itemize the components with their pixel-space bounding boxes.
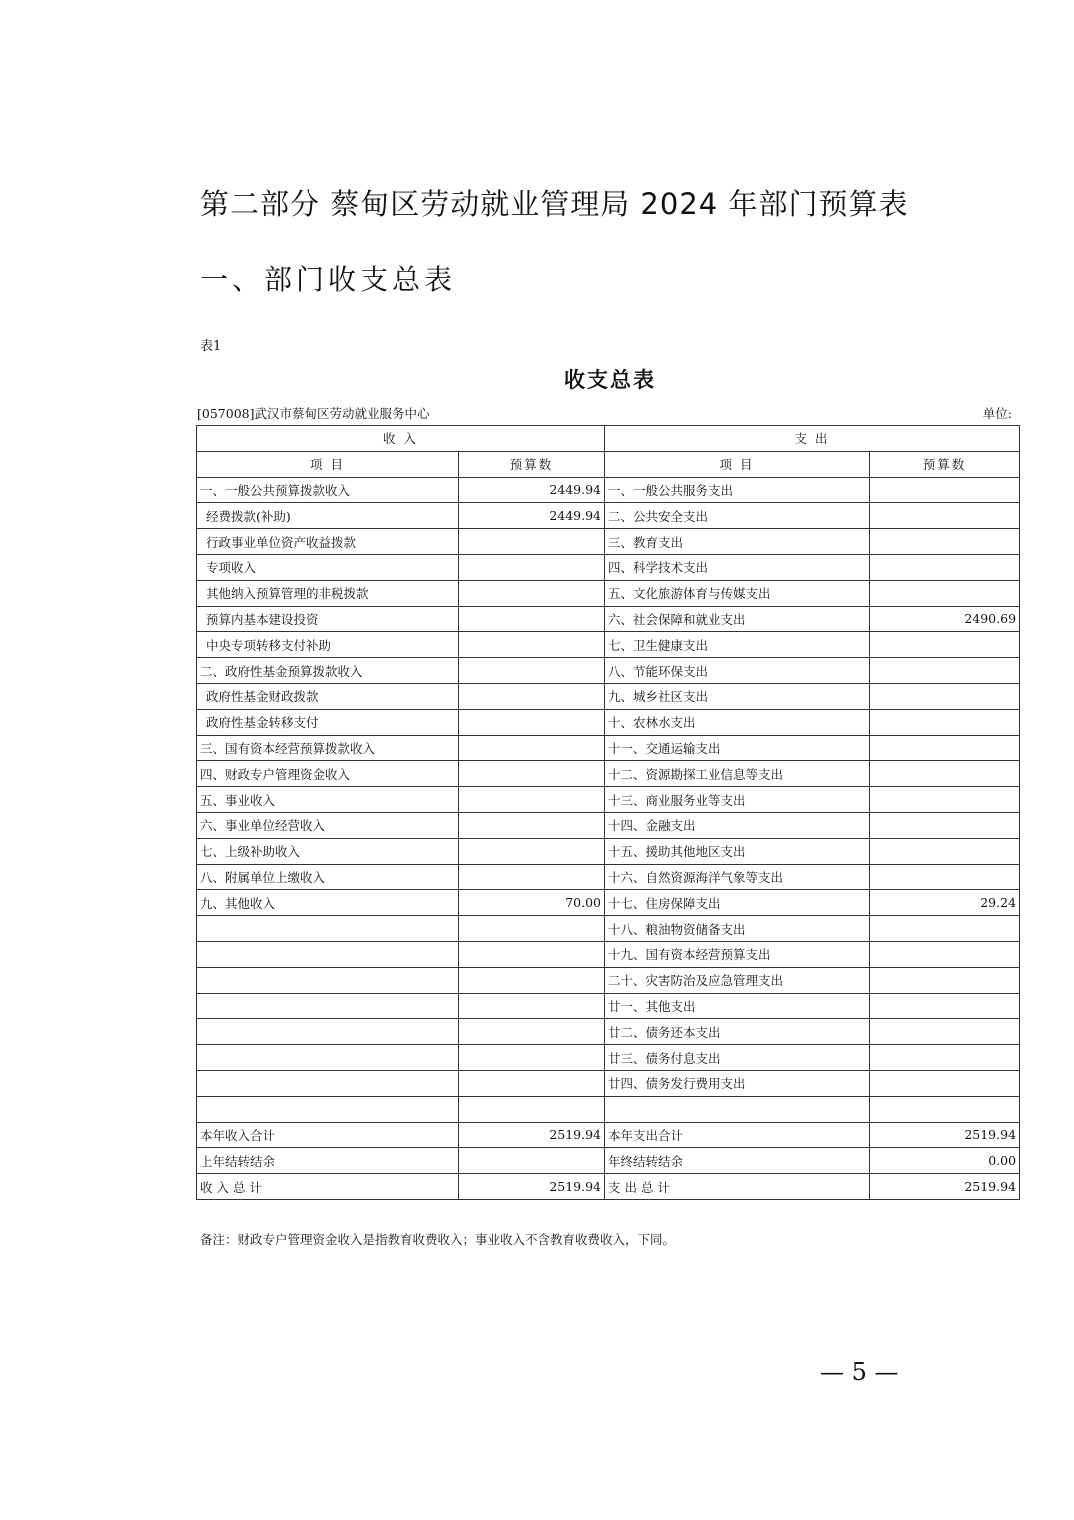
- expense-value-cell: [870, 554, 1020, 580]
- income-item-cell: 收 入 总 计: [197, 1174, 459, 1200]
- expense-value-cell: [870, 787, 1020, 813]
- income-value-cell: [459, 1148, 605, 1174]
- expense-item-cell: 支 出 总 计: [605, 1174, 870, 1200]
- expense-value-cell: [870, 580, 1020, 606]
- expense-value-cell: [870, 1070, 1020, 1096]
- expense-item-cell: 本年支出合计: [605, 1122, 870, 1148]
- income-item-cell: 三、国有资本经营预算拨款收入: [197, 735, 459, 761]
- expense-item-cell: 五、文化旅游体育与传媒支出: [605, 580, 870, 606]
- page-number: — 5 —: [820, 1358, 899, 1386]
- expense-item-cell: 十九、国有资本经营预算支出: [605, 941, 870, 967]
- table-row: [197, 503, 1020, 529]
- expense-value-cell: [870, 864, 1020, 890]
- expense-value-cell: [870, 993, 1020, 1019]
- income-item-cell: 本年收入合计: [197, 1122, 459, 1148]
- table-row: [197, 709, 1020, 735]
- expense-item-cell: 七、卫生健康支出: [605, 632, 870, 658]
- expense-item-cell: 年终结转结余: [605, 1148, 870, 1174]
- expense-value-cell: [870, 503, 1020, 529]
- income-value-cell: [459, 993, 605, 1019]
- expense-value-cell: [870, 1045, 1020, 1071]
- expense-header: 支 出: [605, 426, 1020, 452]
- income-item-cell: 预算内基本建设投资: [197, 606, 459, 632]
- income-item-cell: 二、政府性基金预算拨款收入: [197, 658, 459, 684]
- table-row: [197, 787, 1020, 813]
- income-value-cell: [459, 787, 605, 813]
- table-row: [197, 838, 1020, 864]
- column-header-row: [197, 451, 1020, 477]
- income-value-cell: [459, 529, 605, 555]
- income-value-cell: [459, 1045, 605, 1071]
- unit-name: [057008]武汉市蔡甸区劳动就业服务中心: [197, 406, 430, 421]
- income-value-cell: [459, 761, 605, 787]
- table-row: [197, 1174, 1020, 1200]
- expense-value-cell: [870, 658, 1020, 684]
- income-value-cell: 2449.94: [459, 477, 605, 503]
- page-title: 第二部分 蔡甸区劳动就业管理局 2024 年部门预算表: [200, 187, 909, 221]
- expense-value-cell: [870, 838, 1020, 864]
- income-value-cell: 2519.94: [459, 1122, 605, 1148]
- expense-value-cell: [870, 916, 1020, 942]
- income-value-cell: [459, 838, 605, 864]
- table-row: [197, 1148, 1020, 1174]
- income-value-cell: [459, 864, 605, 890]
- table-meta: [197, 404, 1012, 422]
- budget-table: [196, 425, 1020, 1200]
- income-value-cell: 2449.94: [459, 503, 605, 529]
- expense-item-cell: 十二、资源勘探工业信息等支出: [605, 761, 870, 787]
- expense-value-cell: [870, 1096, 1020, 1122]
- table-row: [197, 683, 1020, 709]
- income-value-cell: [459, 683, 605, 709]
- income-item-cell: [197, 916, 459, 942]
- income-value-cell: [459, 941, 605, 967]
- income-value-cell: [459, 967, 605, 993]
- income-item-cell: 中央专项转移支付补助: [197, 632, 459, 658]
- income-value-cell: 70.00: [459, 890, 605, 916]
- expense-value-cell: [870, 735, 1020, 761]
- expense-item-cell: 十七、住房保障支出: [605, 890, 870, 916]
- table-row: [197, 916, 1020, 942]
- income-item-cell: [197, 941, 459, 967]
- table-row: [197, 632, 1020, 658]
- expense-value-cell: [870, 477, 1020, 503]
- income-item-cell: 专项收入: [197, 554, 459, 580]
- table-row: [197, 580, 1020, 606]
- income-item-cell: [197, 967, 459, 993]
- income-value-cell: [459, 554, 605, 580]
- expense-item-cell: 十六、自然资源海洋气象等支出: [605, 864, 870, 890]
- expense-value-cell: 0.00: [870, 1148, 1020, 1174]
- expense-value-cell: [870, 529, 1020, 555]
- expense-item-cell: 廿四、债务发行费用支出: [605, 1070, 870, 1096]
- income-value-cell: [459, 812, 605, 838]
- expense-item-cell: 二十、灾害防治及应急管理支出: [605, 967, 870, 993]
- expense-item-cell: 三、教育支出: [605, 529, 870, 555]
- table-row: [197, 606, 1020, 632]
- table-row: [197, 864, 1020, 890]
- expense-item-cell: 廿二、债务还本支出: [605, 1019, 870, 1045]
- income-item-header: 项 目: [197, 451, 459, 477]
- income-item-cell: [197, 1045, 459, 1071]
- expense-item-cell: 九、城乡社区支出: [605, 683, 870, 709]
- expense-value-cell: 29.24: [870, 890, 1020, 916]
- table-row: [197, 735, 1020, 761]
- income-item-cell: [197, 1019, 459, 1045]
- income-value-cell: [459, 709, 605, 735]
- expense-item-cell: 八、节能环保支出: [605, 658, 870, 684]
- income-item-cell: 经费拨款(补助): [197, 503, 459, 529]
- income-value-cell: [459, 580, 605, 606]
- table-number: 表1: [200, 339, 222, 354]
- table-row: [197, 1019, 1020, 1045]
- income-item-cell: 八、附属单位上缴收入: [197, 864, 459, 890]
- income-item-cell: 一、一般公共预算拨款收入: [197, 477, 459, 503]
- expense-item-cell: 十五、援助其他地区支出: [605, 838, 870, 864]
- income-value-cell: [459, 916, 605, 942]
- expense-item-cell: 十一、交通运输支出: [605, 735, 870, 761]
- table-row: [197, 529, 1020, 555]
- table-row: [197, 1045, 1020, 1071]
- income-item-cell: 政府性基金转移支付: [197, 709, 459, 735]
- expense-value-cell: [870, 761, 1020, 787]
- income-value-cell: 2519.94: [459, 1174, 605, 1200]
- expense-value-cell: [870, 683, 1020, 709]
- group-header-row: [197, 426, 1020, 452]
- income-item-cell: [197, 1070, 459, 1096]
- table-row: [197, 941, 1020, 967]
- table-row: [197, 1096, 1020, 1122]
- table-row: [197, 1070, 1020, 1096]
- income-item-cell: 行政事业单位资产收益拨款: [197, 529, 459, 555]
- table-row: [197, 890, 1020, 916]
- table-title: 收支总表: [564, 367, 656, 392]
- expense-value-cell: 2519.94: [870, 1122, 1020, 1148]
- income-value-cell: [459, 1096, 605, 1122]
- expense-value-cell: [870, 632, 1020, 658]
- table-row: [197, 554, 1020, 580]
- income-item-cell: [197, 1096, 459, 1122]
- table-row: [197, 477, 1020, 503]
- table-row: [197, 812, 1020, 838]
- section-title: 一、部门收支总表: [200, 263, 457, 296]
- income-item-cell: 九、其他收入: [197, 890, 459, 916]
- table-row: [197, 658, 1020, 684]
- income-item-cell: 四、财政专户管理资金收入: [197, 761, 459, 787]
- table-row: [197, 1122, 1020, 1148]
- income-value-cell: [459, 1019, 605, 1045]
- expense-item-cell: 十四、金融支出: [605, 812, 870, 838]
- income-item-cell: 六、事业单位经营收入: [197, 812, 459, 838]
- expense-item-header: 项 目: [605, 451, 870, 477]
- expense-item-cell: 六、社会保障和就业支出: [605, 606, 870, 632]
- income-value-cell: [459, 735, 605, 761]
- expense-item-cell: 十三、商业服务业等支出: [605, 787, 870, 813]
- income-value-cell: [459, 632, 605, 658]
- expense-value-cell: 2519.94: [870, 1174, 1020, 1200]
- expense-value-cell: [870, 967, 1020, 993]
- expense-item-cell: 十、农林水支出: [605, 709, 870, 735]
- expense-budget-header: 预算数: [870, 451, 1020, 477]
- income-item-cell: 其他纳入预算管理的非税拨款: [197, 580, 459, 606]
- unit-label: 单位:: [982, 406, 1012, 421]
- expense-item-cell: 四、科学技术支出: [605, 554, 870, 580]
- expense-value-cell: [870, 941, 1020, 967]
- income-item-cell: 政府性基金财政拨款: [197, 683, 459, 709]
- income-budget-header: 预算数: [459, 451, 605, 477]
- expense-item-cell: 一、一般公共服务支出: [605, 477, 870, 503]
- expense-item-cell: 十八、粮油物资储备支出: [605, 916, 870, 942]
- expense-value-cell: [870, 709, 1020, 735]
- income-header: 收 入: [197, 426, 605, 452]
- expense-value-cell: [870, 812, 1020, 838]
- income-item-cell: 上年结转结余: [197, 1148, 459, 1174]
- expense-value-cell: 2490.69: [870, 606, 1020, 632]
- income-value-cell: [459, 658, 605, 684]
- table-row: [197, 993, 1020, 1019]
- expense-item-cell: 廿一、其他支出: [605, 993, 870, 1019]
- income-item-cell: [197, 993, 459, 1019]
- table-row: [197, 761, 1020, 787]
- expense-item-cell: 二、公共安全支出: [605, 503, 870, 529]
- income-value-cell: [459, 1070, 605, 1096]
- footnote: 备注：财政专户管理资金收入是指教育收费收入；事业收入不含教育收费收入，下同。: [200, 1232, 676, 1247]
- expense-value-cell: [870, 1019, 1020, 1045]
- table-row: [197, 967, 1020, 993]
- income-item-cell: 五、事业收入: [197, 787, 459, 813]
- expense-item-cell: [605, 1096, 870, 1122]
- expense-item-cell: 廿三、债务付息支出: [605, 1045, 870, 1071]
- income-item-cell: 七、上级补助收入: [197, 838, 459, 864]
- income-value-cell: [459, 606, 605, 632]
